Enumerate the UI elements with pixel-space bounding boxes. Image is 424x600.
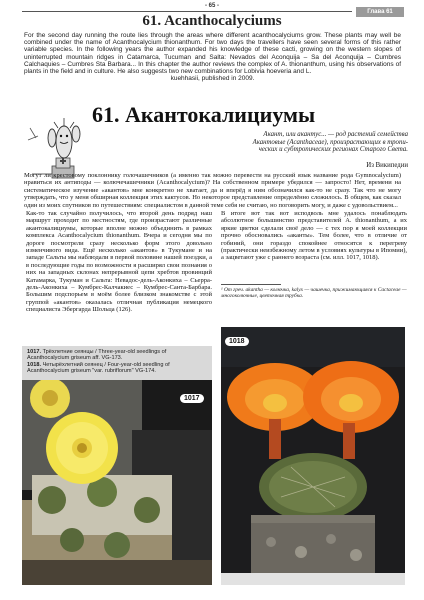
footnote-rule (221, 284, 281, 285)
photo-orange-flowering-cactus (221, 327, 405, 585)
caption-1017-text: Трёхлетние сеянцы / Three-year-old seedlings of Acanthocalycium griseum aff. VG-173. (27, 349, 167, 362)
epigraph-line-3: ческих и субтропических регионах Старого Света. (258, 146, 408, 154)
cactus-mascot-logo (22, 108, 92, 180)
footnote: ¹ От греч. akantha — колючка, kalyx — чашечка, прижимающаяся к Cactaceae — многоколючные, цветочная трубка. (221, 287, 407, 300)
photo-label-1018: 1018 (225, 337, 249, 346)
epigraph (218, 131, 408, 154)
photo-captions (22, 346, 212, 380)
chapter-tab: Глава 61 (356, 7, 404, 17)
epigraph-line-1: Акант, или акантус... — род растений семейства (263, 131, 408, 138)
english-summary-last-line: kuehhasii, published in 2009. (170, 75, 255, 83)
photo-yellow-flowering-seedlings (22, 380, 212, 585)
russian-column-left: Как-то так случайно получилось, что второй день подряд наш маршрут проходит по местностям, где произрастают различные акантокалициумы, которые вполне можно объединить в рамках комплекса Acanthocalycium thionanthum. Вчера и сегодня мы по дороге посмотрели сразу несколько форм этого довольно изменчивого вида. Ещё несколько «акантов» в Тукумане и на западе Сальты мы наблюдали в первой половине нашей поездки, а в последующие годы по возможности я расширял свои познания о них на западных склонах непрерывной цепи хребтов провинций Катамарка, Тукуман и Сальта: Невадос-дель-Аконкиха – Сьерра-дель-Аконкиха – Кумбрес-Калчакиес – Кумбрес-Санта-Барбара. Большим подспорьем в моём более близком знакомстве с этой группой «акантов» оказалась отличная публикация немецкого специалиста Эбергарда Шольца (126). (26, 210, 212, 314)
russian-title: 61. Акантокалициумы (92, 102, 316, 127)
caption-1017-number: 1017. (27, 349, 41, 355)
header-rule (22, 11, 352, 12)
page-number: - 65 - (204, 3, 219, 9)
caption-1018 (27, 362, 207, 375)
caption-1017 (27, 349, 207, 362)
epigraph-line-2: Акантовые (Acanthaceae), произрастающих в тропи- (252, 138, 408, 146)
english-title: 61. Acanthocalyciums (142, 13, 282, 29)
photo-label-1017: 1017 (180, 394, 204, 403)
epigraph-source: Из Википедии (366, 162, 408, 169)
caption-1018-text: Четырёхлетний сеянец / Four-year-old seedling of Acanthocalycium griseum "var. rubriflorum" VG-174. (27, 361, 170, 375)
caption-1018-number: 1018. (27, 361, 41, 368)
english-summary-text: For the second day running the route lies through the areas where different acanthocalyciums grow. These plants may well be combined under the name of Acanthocalycium thionanthum. For two days the travellers have seen several forms of this rather variable species. In the following years the author expanded his knowledge of these cacti, growing on the western slopes of uninterrupted mountain ridges in Catamarca, Tucuman and Salta: Nevados del Aconquija – Sa del Aconquija – Cumbres Calchaquies – Cumbres Sta Barbara... In this chapter the author reviews the complex of A. thionanthum, using his observations of plants in the field and in culture. He also suggests two new combinations for Lobivia hoeveria and L. (24, 32, 401, 76)
russian-column-right: В итоге вот так вот исподволь мне удалось понаблюдать абсолютное большинство представителей A. thionanthum, а их яркие цветки сделали своё дело — с тех пор я моей коллекции прочно обосновались «аканты». Тем более, что в отличие от гобиний, они гораздо спокойнее относятся к перегреву (практически неизбежному летом в условиях культуры в Ипомии), а зацветают уже с раннего возраста (см. илл. 1017, 1018). (221, 210, 407, 262)
english-summary (24, 32, 401, 82)
russian-intro: Могут ли крестовому поклоннику голочашечников (а именно так можно перевести на русский язык название рода Gymnocalycium) нравиться их антиподы — колючечашечники (Acanthocalycium)? На собственном примере убедился — запросто! Нет, времени на систематическое изучение «акантов» мне конкретно не хватает, да и вперёд я ним обозначился как-то не сразу. Так что не могу утверждать, что у меня обширная коллекция этих кактусов. Но некоторое представление определённо сложилось. В общем, как сказал один из моих спутников по путешествиям: специалистом в данной теме себя не считаю, но поговорить могу, и даже с удовольствием... (24, 172, 401, 209)
